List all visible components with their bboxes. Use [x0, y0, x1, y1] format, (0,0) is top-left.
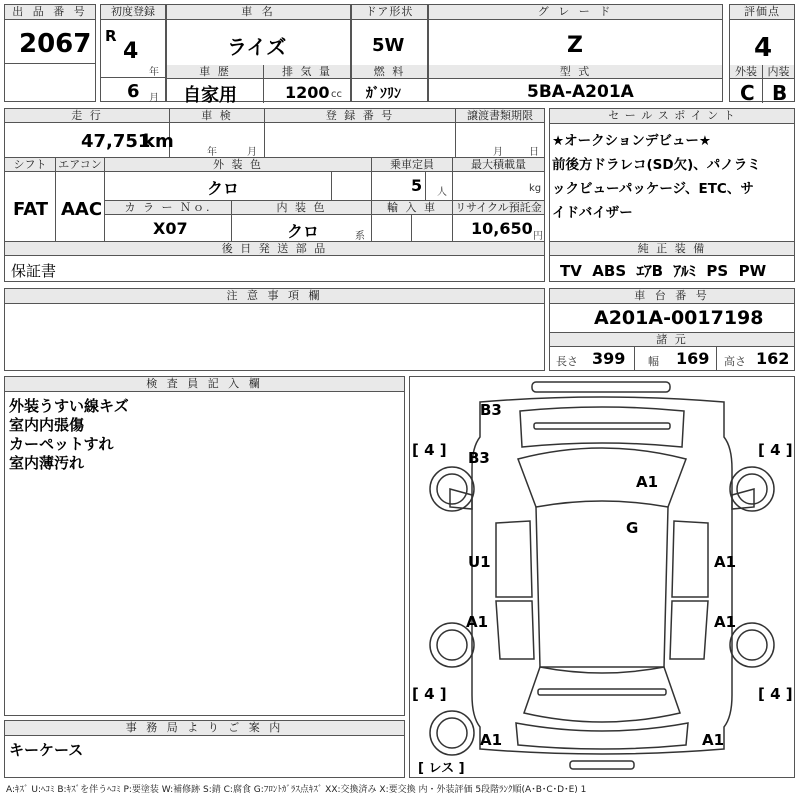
load-label: 最大積載量 — [453, 158, 544, 172]
history-label: 車 歴 — [167, 65, 263, 79]
recycle-label: リサイクル預託金 — [453, 201, 544, 215]
lot-label: 出 品 番 号 — [5, 5, 95, 20]
inspector-line-4: 室内薄汚れ — [9, 454, 85, 472]
width-label: 幅 — [648, 355, 659, 368]
height-label: 高さ — [724, 355, 746, 368]
mileage-label: 走 行 — [5, 109, 169, 123]
damage-b3-left: B3 — [468, 449, 490, 467]
inspector-line-1: 外装うすい線キズ — [9, 397, 129, 415]
damage-a1-rear-left: A1 — [480, 731, 503, 749]
inspection-year-unit: 年 — [207, 147, 217, 158]
tire-fl-value: 4 — [424, 441, 435, 459]
reg-month: 6 — [127, 81, 140, 102]
int-color-unit: 系 — [355, 231, 365, 242]
legend-text: A:ｷｽﾞ U:ﾍｺﾐ B:ｷｽﾞを伴うﾍｺﾐ P:要塗装 W:補修跡 S:錆 C:腐食 G:ﾌﾛﾝﾄｶﾞﾗｽ点ｷｽﾞ XX:交換済み X:要交換 内・外装評価 5段階ﾗﾝｸ順(A･B･C･D･E) 1 — [6, 785, 587, 795]
score-label: 評価点 — [730, 5, 794, 20]
later-parts-label: 後 日 発 送 部 品 — [5, 242, 544, 256]
inspection-label: 車 検 — [170, 109, 264, 123]
chassis-label: 車 台 番 号 — [550, 289, 794, 304]
transfer-day-unit: 日 — [529, 147, 539, 158]
exterior-color: クロ — [207, 179, 240, 198]
shift: FAT — [13, 199, 49, 220]
lot-box — [4, 4, 96, 102]
displacement-unit: cc — [331, 89, 342, 100]
damage-b3-front: B3 — [480, 401, 502, 419]
damage-a1-left-door-rear: A1 — [466, 613, 489, 631]
capacity-unit: 人 — [437, 187, 447, 198]
ac-label: エアコン — [56, 158, 104, 172]
damage-a1-rear-right: A1 — [702, 731, 725, 749]
int-color-label: 内 装 色 — [232, 201, 371, 215]
grade: Z — [567, 33, 583, 58]
chassis-number: A201A-0017198 — [594, 307, 764, 329]
exterior-grade: C — [740, 81, 755, 105]
door-label: ドア形状 — [352, 5, 427, 20]
chassis-box — [549, 288, 795, 371]
score: 4 — [754, 33, 773, 63]
tire-rl-value: 4 — [424, 685, 435, 703]
model-label: 型 式 — [429, 65, 722, 79]
year-unit: 年 — [149, 67, 159, 78]
inspector-line-3: カーペットすれ — [9, 435, 114, 453]
tire-fl: [ 4 ] — [412, 441, 447, 459]
import-label: 輸 入 車 — [372, 201, 452, 215]
damage-g-windshield: G — [626, 519, 639, 537]
air-conditioner: AAC — [61, 199, 103, 220]
inspection-month-unit: 月 — [247, 147, 257, 158]
notes-box — [4, 288, 545, 371]
car-name-label: 車 名 — [167, 5, 350, 20]
width-value: 169 — [676, 349, 710, 368]
displacement-label: 排 気 量 — [264, 65, 350, 79]
tire-rr: [ 4 ] — [758, 685, 793, 703]
tire-fr-value: 4 — [770, 441, 781, 459]
door-box — [351, 4, 428, 102]
model-code: 5BA-A201A — [527, 82, 634, 102]
shift-label: シフト — [5, 158, 55, 172]
score-box — [729, 4, 795, 105]
reg-year: 4 — [123, 39, 139, 64]
length-label: 長さ — [556, 355, 578, 368]
tire-rr-value: 4 — [770, 685, 781, 703]
load-unit: kg — [529, 183, 542, 194]
mileage-unit: km — [143, 131, 174, 152]
length-value: 399 — [592, 349, 626, 368]
color-label: 外 装 色 — [105, 158, 371, 172]
capacity-label: 乗車定員 — [372, 158, 452, 172]
color-number: X07 — [153, 219, 188, 238]
selling-point-label: セ ー ル ス ポ イ ン ト — [550, 109, 794, 124]
transfer-month-unit: 月 — [493, 147, 503, 158]
damage-u1-left-door: U1 — [468, 553, 491, 571]
recycle-fee: 10,650 — [471, 219, 533, 238]
recycle-unit: 円 — [533, 231, 543, 242]
interior-label: 内装 — [763, 65, 794, 79]
notes-label: 注 意 事 項 欄 — [5, 289, 544, 304]
damage-diagram — [409, 376, 795, 778]
mileage: 47,751 — [81, 131, 151, 152]
first-reg-box — [100, 4, 166, 102]
exterior-label: 外装 — [730, 65, 762, 79]
selling-point-box — [549, 108, 795, 282]
tire-rl: [ 4 ] — [412, 685, 447, 703]
grade-box — [428, 4, 723, 102]
later-parts: 保証書 — [11, 262, 57, 280]
car-outline — [410, 377, 794, 777]
details-box — [4, 108, 545, 282]
spec-label: 諸 元 — [550, 333, 794, 347]
damage-a1-right-door-front: A1 — [714, 553, 737, 571]
damage-a1-right-door-rear: A1 — [714, 613, 737, 631]
color-no-label: カ ラ ー Ｎｏ. — [105, 201, 231, 215]
inspector-line-2: 室内内張傷 — [9, 416, 85, 434]
interior-grade: B — [772, 81, 788, 105]
equipment-label: 純 正 装 備 — [550, 242, 794, 256]
office-box — [4, 720, 405, 778]
office-label: 事 務 局 よ り ご 案 内 — [5, 721, 404, 736]
lot-number: 2067 — [19, 29, 92, 59]
grade-label: グ レ ー ド — [429, 5, 722, 20]
equipment-items: TV ABS ｴｱB ｱﾙﾐ PS PW — [560, 262, 767, 280]
capacity: 5 — [411, 176, 423, 195]
door-type: 5W — [372, 35, 405, 56]
transfer-label: 譲渡書類期限 — [456, 109, 544, 123]
displacement: 1200 — [285, 83, 330, 102]
spare-tire-value: レス — [428, 761, 455, 776]
car-name: ライズ — [227, 35, 287, 59]
spare-tire: [ レス ] — [418, 761, 465, 776]
car-name-box — [166, 4, 351, 106]
reg-number-label: 登 録 番 号 — [265, 109, 455, 123]
interior-color: クロ — [287, 222, 320, 241]
inspector-label: 検 査 員 記 入 欄 — [5, 377, 404, 392]
fuel-type: ｶﾞｿﾘﾝ — [366, 86, 401, 102]
height-value: 162 — [756, 349, 790, 368]
tire-fr: [ 4 ] — [758, 441, 793, 459]
damage-a1-roof: A1 — [636, 473, 659, 491]
first-reg-label: 初度登録 — [101, 5, 165, 20]
selling-point-text: ★オークションデビュー★ 前後方ドラレコ(SD欠)、パノラミ ックビューパッケージ、ETC、サ イドバイザー — [552, 133, 761, 221]
month-unit: 月 — [149, 93, 159, 104]
era: R — [105, 27, 117, 45]
car-history: 自家用 — [183, 85, 237, 106]
fuel-label: 燃 料 — [352, 65, 427, 79]
inspector-box — [4, 376, 405, 716]
office-text: キーケース — [9, 741, 84, 759]
